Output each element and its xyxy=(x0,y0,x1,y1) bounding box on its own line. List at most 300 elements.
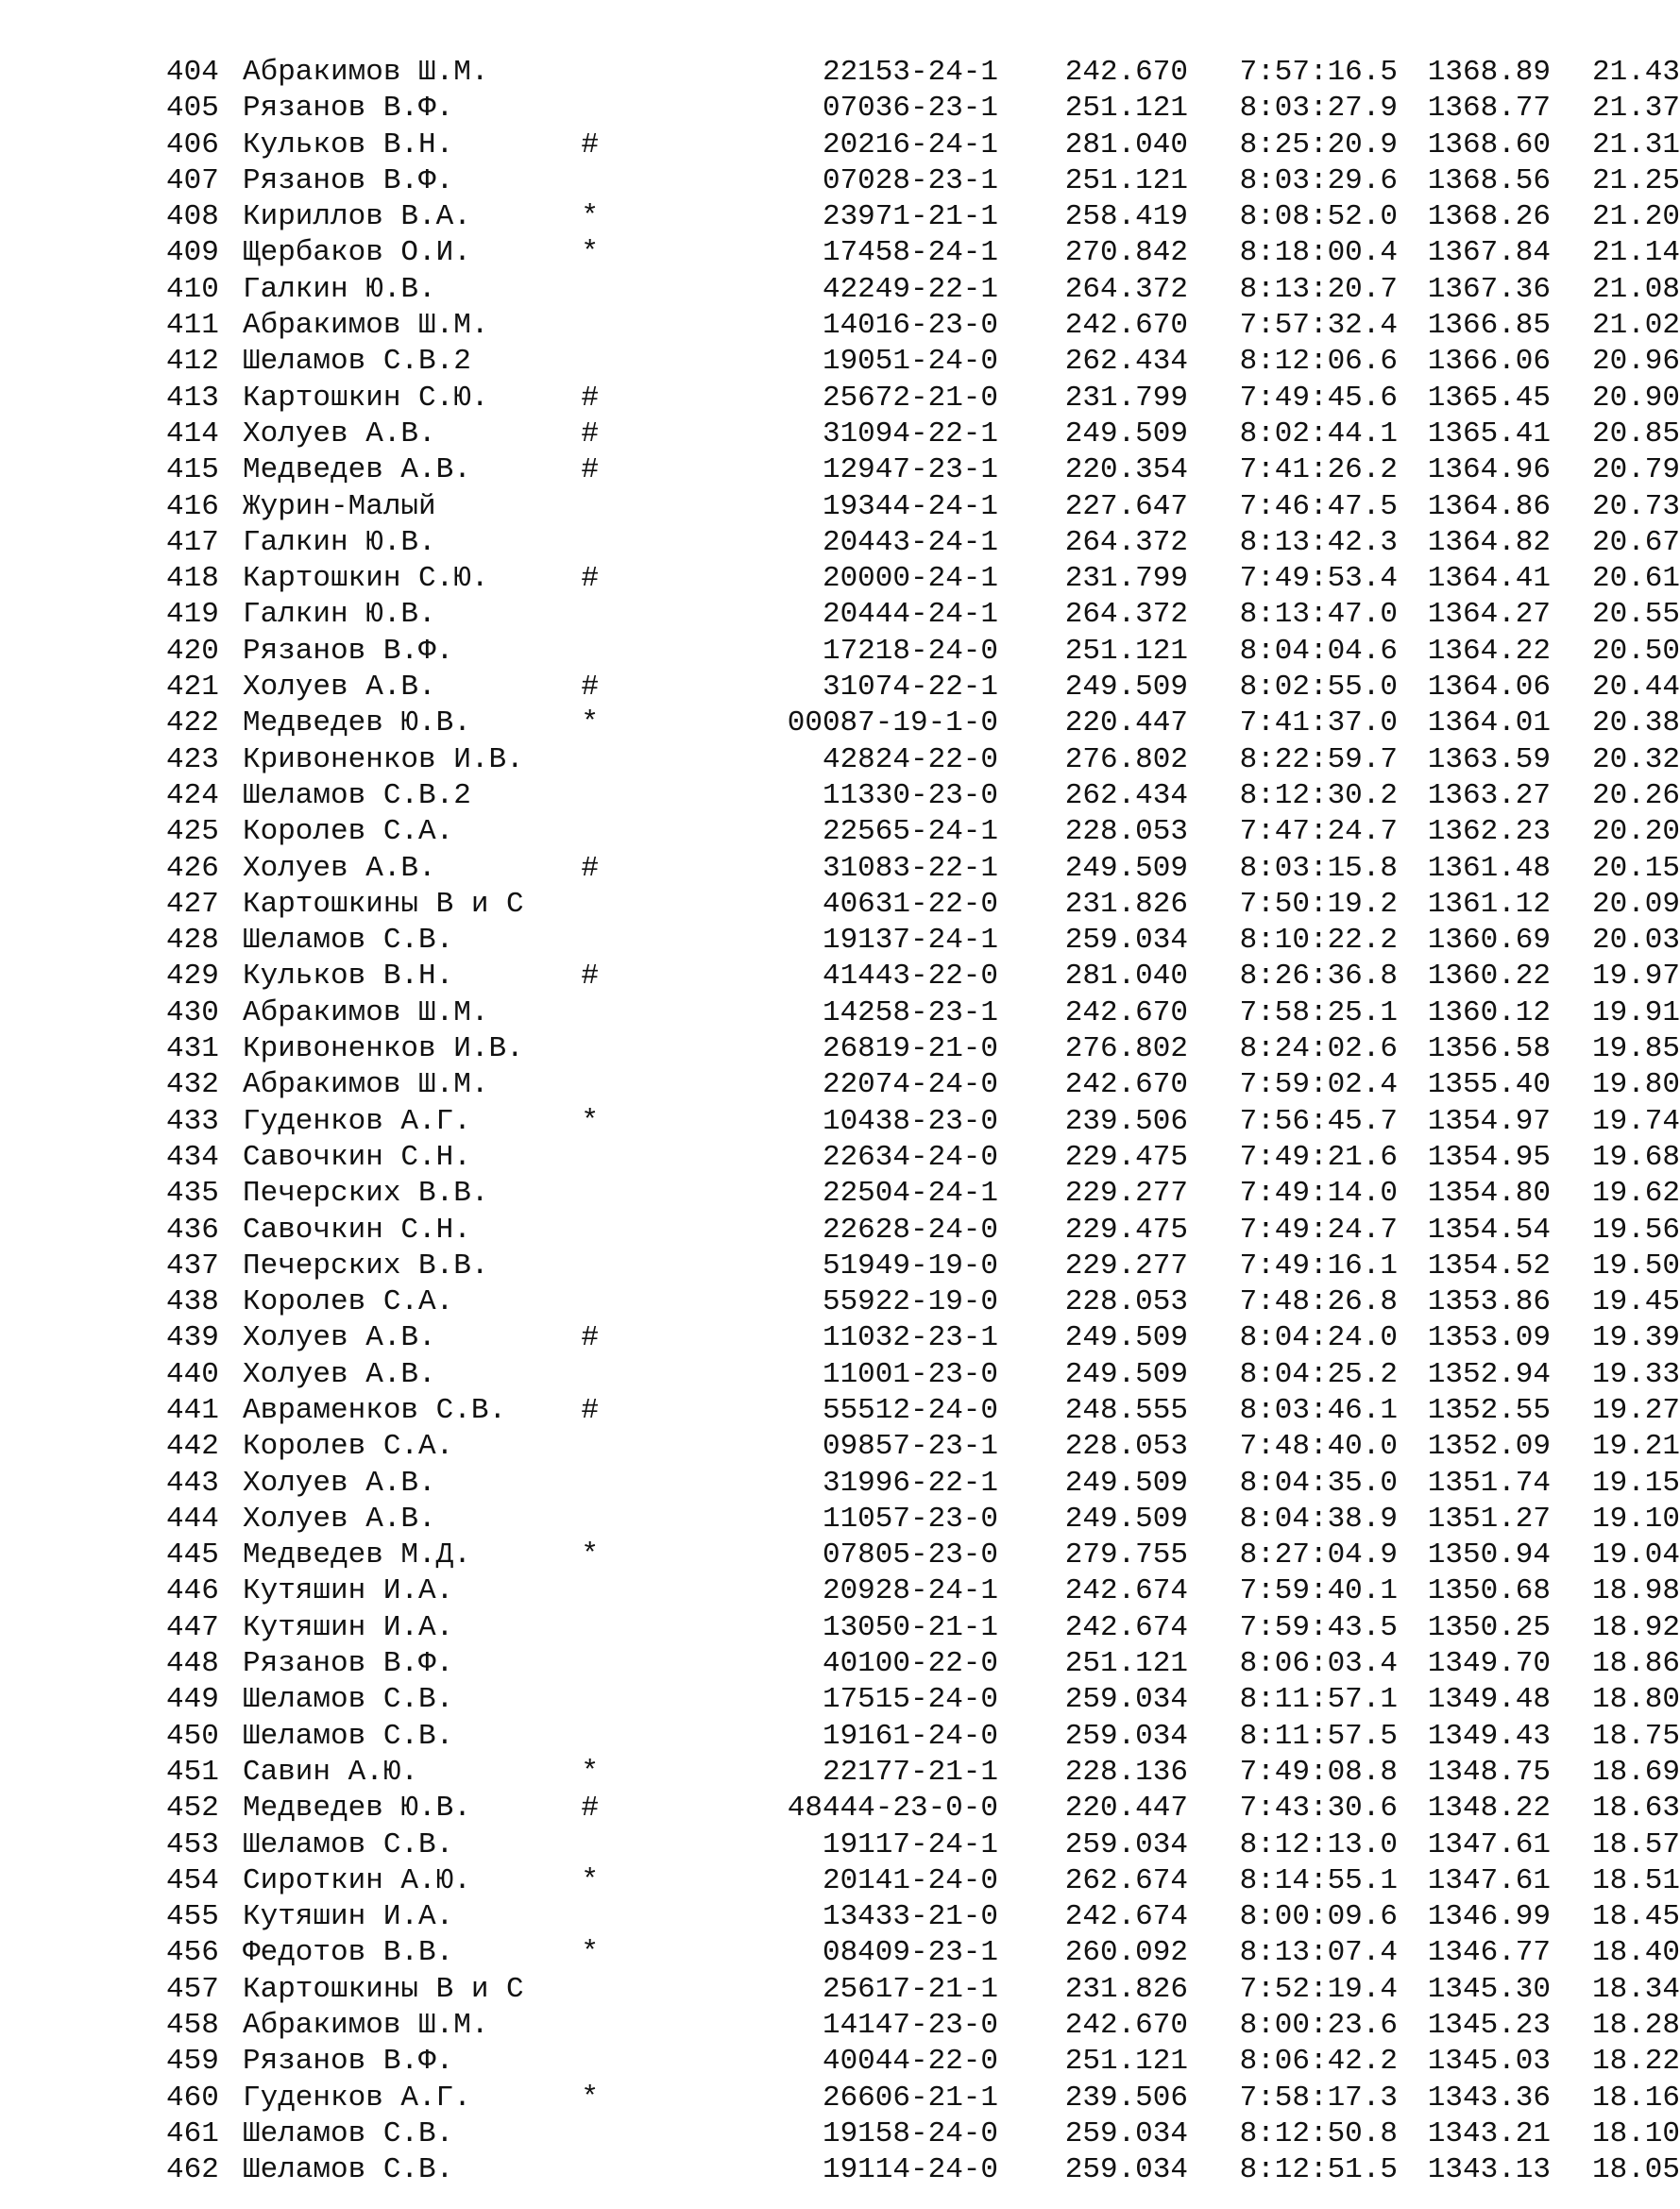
fancier-name-cell: Федотов В.В. xyxy=(243,1936,454,1970)
arrival-time-cell: 8:14:55.1 xyxy=(1239,1863,1398,1897)
speed-cell: 1352.55 xyxy=(1427,1393,1551,1427)
arrival-time-cell: 7:56:45.7 xyxy=(1239,1104,1398,1138)
mark-cell: * xyxy=(581,200,599,234)
distance-cell: 229.475 xyxy=(1064,1213,1188,1247)
coefficient-cell: 20.73 xyxy=(1591,489,1680,523)
fancier-name-cell: Холуев А.В. xyxy=(243,851,436,885)
arrival-time-cell: 8:04:04.6 xyxy=(1239,634,1398,668)
ring-number-cell: 22153-24-1 xyxy=(822,56,998,89)
fancier-name-cell: Медведев А.В. xyxy=(243,453,471,487)
coefficient-cell: 20.67 xyxy=(1591,525,1680,559)
coefficient-cell: 19.68 xyxy=(1591,1140,1680,1174)
distance-cell: 231.799 xyxy=(1064,562,1188,596)
ring-number-cell: 25672-21-0 xyxy=(822,381,998,415)
distance-cell: 262.674 xyxy=(1064,1863,1188,1897)
fancier-name-cell: Галкин Ю.В. xyxy=(243,525,436,559)
place-cell: 424 xyxy=(166,778,219,812)
coefficient-cell: 19.39 xyxy=(1591,1321,1680,1355)
distance-cell: 228.053 xyxy=(1064,1285,1188,1319)
ring-number-cell: 31083-22-1 xyxy=(822,851,998,885)
arrival-time-cell: 7:49:24.7 xyxy=(1239,1213,1398,1247)
speed-cell: 1354.54 xyxy=(1427,1213,1551,1247)
fancier-name-cell: Холуев А.В. xyxy=(243,1502,436,1536)
distance-cell: 227.647 xyxy=(1064,489,1188,523)
speed-cell: 1345.30 xyxy=(1427,1972,1551,2006)
ring-number-cell: 51949-19-0 xyxy=(822,1249,998,1283)
place-cell: 461 xyxy=(166,2116,219,2150)
arrival-time-cell: 8:12:50.8 xyxy=(1239,2116,1398,2150)
fancier-name-cell: Абракимов Ш.М. xyxy=(243,56,489,89)
speed-cell: 1352.09 xyxy=(1427,1430,1551,1464)
fancier-name-cell: Шеламов С.В. xyxy=(243,1827,454,1861)
arrival-time-cell: 8:13:07.4 xyxy=(1239,1936,1398,1970)
speed-cell: 1347.61 xyxy=(1427,1827,1551,1861)
coefficient-cell: 18.10 xyxy=(1591,2116,1680,2150)
arrival-time-cell: 7:46:47.5 xyxy=(1239,489,1398,523)
ring-number-cell: 19117-24-1 xyxy=(822,1827,998,1861)
coefficient-cell: 18.22 xyxy=(1591,2045,1680,2079)
place-cell: 459 xyxy=(166,2045,219,2079)
coefficient-cell: 19.85 xyxy=(1591,1032,1680,1066)
distance-cell: 231.826 xyxy=(1064,1972,1188,2006)
coefficient-cell: 20.09 xyxy=(1591,887,1680,921)
arrival-time-cell: 7:52:19.4 xyxy=(1239,1972,1398,2006)
coefficient-cell: 21.08 xyxy=(1591,272,1680,306)
distance-cell: 251.121 xyxy=(1064,1647,1188,1681)
ring-number-cell: 11330-23-0 xyxy=(822,778,998,812)
speed-cell: 1366.85 xyxy=(1427,309,1551,343)
arrival-time-cell: 7:49:53.4 xyxy=(1239,562,1398,596)
coefficient-cell: 19.27 xyxy=(1591,1393,1680,1427)
distance-cell: 251.121 xyxy=(1064,92,1188,126)
place-cell: 454 xyxy=(166,1863,219,1897)
fancier-name-cell: Шеламов С.В.2 xyxy=(243,778,471,812)
speed-cell: 1364.06 xyxy=(1427,671,1551,705)
distance-cell: 242.670 xyxy=(1064,56,1188,89)
speed-cell: 1355.40 xyxy=(1427,1068,1551,1102)
fancier-name-cell: Королев С.А. xyxy=(243,1285,454,1319)
speed-cell: 1368.77 xyxy=(1427,92,1551,126)
fancier-name-cell: Рязанов В.Ф. xyxy=(243,2045,454,2079)
coefficient-cell: 19.56 xyxy=(1591,1213,1680,1247)
place-cell: 415 xyxy=(166,453,219,487)
mark-cell: # xyxy=(581,1792,599,1826)
speed-cell: 1364.22 xyxy=(1427,634,1551,668)
ring-number-cell: 13433-21-0 xyxy=(822,1900,998,1934)
ring-number-cell: 20444-24-1 xyxy=(822,598,998,632)
place-cell: 429 xyxy=(166,960,219,994)
fancier-name-cell: Рязанов В.Ф. xyxy=(243,163,454,197)
place-cell: 427 xyxy=(166,887,219,921)
speed-cell: 1343.13 xyxy=(1427,2153,1551,2187)
fancier-name-cell: Медведев М.Д. xyxy=(243,1538,471,1572)
coefficient-cell: 20.20 xyxy=(1591,815,1680,849)
distance-cell: 260.092 xyxy=(1064,1936,1188,1970)
arrival-time-cell: 8:11:57.5 xyxy=(1239,1719,1398,1753)
fancier-name-cell: Авраменков С.В. xyxy=(243,1393,507,1427)
ring-number-cell: 14258-23-1 xyxy=(822,995,998,1029)
mark-cell: * xyxy=(581,236,599,270)
arrival-time-cell: 7:49:16.1 xyxy=(1239,1249,1398,1283)
ring-number-cell: 17515-24-0 xyxy=(822,1683,998,1717)
mark-cell: * xyxy=(581,1936,599,1970)
speed-cell: 1363.59 xyxy=(1427,742,1551,776)
distance-cell: 249.509 xyxy=(1064,851,1188,885)
arrival-time-cell: 8:03:27.9 xyxy=(1239,92,1398,126)
place-cell: 421 xyxy=(166,671,219,705)
fancier-name-cell: Гуденков А.Г. xyxy=(243,2081,471,2115)
speed-cell: 1364.41 xyxy=(1427,562,1551,596)
speed-cell: 1345.23 xyxy=(1427,2009,1551,2043)
coefficient-cell: 19.74 xyxy=(1591,1104,1680,1138)
ring-number-cell: 11001-23-0 xyxy=(822,1357,998,1391)
fancier-name-cell: Шеламов С.В. xyxy=(243,2116,454,2150)
distance-cell: 276.802 xyxy=(1064,742,1188,776)
mark-cell: * xyxy=(581,2081,599,2115)
speed-cell: 1343.36 xyxy=(1427,2081,1551,2115)
mark-cell: * xyxy=(581,1538,599,1572)
coefficient-cell: 18.16 xyxy=(1591,2081,1680,2115)
speed-cell: 1365.45 xyxy=(1427,381,1551,415)
distance-cell: 242.674 xyxy=(1064,1900,1188,1934)
coefficient-cell: 18.63 xyxy=(1591,1792,1680,1826)
coefficient-cell: 20.90 xyxy=(1591,381,1680,415)
ring-number-cell: 14016-23-0 xyxy=(822,309,998,343)
fancier-name-cell: Холуев А.В. xyxy=(243,671,436,705)
speed-cell: 1366.06 xyxy=(1427,345,1551,379)
arrival-time-cell: 8:12:51.5 xyxy=(1239,2153,1398,2187)
coefficient-cell: 18.57 xyxy=(1591,1827,1680,1861)
distance-cell: 281.040 xyxy=(1064,960,1188,994)
arrival-time-cell: 8:11:57.1 xyxy=(1239,1683,1398,1717)
place-cell: 436 xyxy=(166,1213,219,1247)
arrival-time-cell: 8:00:09.6 xyxy=(1239,1900,1398,1934)
mark-cell: # xyxy=(581,960,599,994)
coefficient-cell: 20.32 xyxy=(1591,742,1680,776)
ring-number-cell: 11057-23-0 xyxy=(822,1502,998,1536)
place-cell: 417 xyxy=(166,525,219,559)
distance-cell: 259.034 xyxy=(1064,2116,1188,2150)
speed-cell: 1353.09 xyxy=(1427,1321,1551,1355)
coefficient-cell: 20.85 xyxy=(1591,416,1680,450)
distance-cell: 220.447 xyxy=(1064,706,1188,740)
coefficient-cell: 18.98 xyxy=(1591,1574,1680,1608)
place-cell: 439 xyxy=(166,1321,219,1355)
mark-cell: # xyxy=(581,671,599,705)
coefficient-cell: 19.15 xyxy=(1591,1466,1680,1500)
mark-cell: * xyxy=(581,1755,599,1789)
speed-cell: 1356.58 xyxy=(1427,1032,1551,1066)
fancier-name-cell: Абракимов Ш.М. xyxy=(243,309,489,343)
arrival-time-cell: 8:18:00.4 xyxy=(1239,236,1398,270)
arrival-time-cell: 8:24:02.6 xyxy=(1239,1032,1398,1066)
fancier-name-cell: Сироткин А.Ю. xyxy=(243,1863,471,1897)
place-cell: 408 xyxy=(166,200,219,234)
ring-number-cell: 41443-22-0 xyxy=(822,960,998,994)
coefficient-cell: 19.45 xyxy=(1591,1285,1680,1319)
arrival-time-cell: 7:57:32.4 xyxy=(1239,309,1398,343)
place-cell: 426 xyxy=(166,851,219,885)
fancier-name-cell: Журин-Малый xyxy=(243,489,436,523)
place-cell: 449 xyxy=(166,1683,219,1717)
place-cell: 413 xyxy=(166,381,219,415)
ring-number-cell: 20000-24-1 xyxy=(822,562,998,596)
ring-number-cell: 00087-19-1-0 xyxy=(787,706,998,740)
coefficient-cell: 20.03 xyxy=(1591,924,1680,958)
fancier-name-cell: Картошкин С.Ю. xyxy=(243,381,489,415)
ring-number-cell: 13050-21-1 xyxy=(822,1610,998,1644)
ring-number-cell: 48444-23-0-0 xyxy=(787,1792,998,1826)
arrival-time-cell: 8:25:20.9 xyxy=(1239,127,1398,161)
arrival-time-cell: 8:04:24.0 xyxy=(1239,1321,1398,1355)
coefficient-cell: 20.44 xyxy=(1591,671,1680,705)
speed-cell: 1351.74 xyxy=(1427,1466,1551,1500)
coefficient-cell: 20.15 xyxy=(1591,851,1680,885)
distance-cell: 229.277 xyxy=(1064,1177,1188,1211)
place-cell: 458 xyxy=(166,2009,219,2043)
coefficient-cell: 20.61 xyxy=(1591,562,1680,596)
distance-cell: 231.799 xyxy=(1064,381,1188,415)
fancier-name-cell: Гуденков А.Г. xyxy=(243,1104,471,1138)
distance-cell: 259.034 xyxy=(1064,1719,1188,1753)
coefficient-cell: 20.50 xyxy=(1591,634,1680,668)
fancier-name-cell: Савин А.Ю. xyxy=(243,1755,419,1789)
speed-cell: 1350.68 xyxy=(1427,1574,1551,1608)
place-cell: 423 xyxy=(166,742,219,776)
arrival-time-cell: 7:41:26.2 xyxy=(1239,453,1398,487)
place-cell: 428 xyxy=(166,924,219,958)
ring-number-cell: 22074-24-0 xyxy=(822,1068,998,1102)
arrival-time-cell: 7:50:19.2 xyxy=(1239,887,1398,921)
distance-cell: 231.826 xyxy=(1064,887,1188,921)
ring-number-cell: 12947-23-1 xyxy=(822,453,998,487)
coefficient-cell: 21.31 xyxy=(1591,127,1680,161)
arrival-time-cell: 7:49:14.0 xyxy=(1239,1177,1398,1211)
ring-number-cell: 19051-24-0 xyxy=(822,345,998,379)
coefficient-cell: 19.50 xyxy=(1591,1249,1680,1283)
mark-cell: # xyxy=(581,453,599,487)
distance-cell: 264.372 xyxy=(1064,525,1188,559)
place-cell: 431 xyxy=(166,1032,219,1066)
arrival-time-cell: 8:02:44.1 xyxy=(1239,416,1398,450)
coefficient-cell: 18.40 xyxy=(1591,1936,1680,1970)
fancier-name-cell: Холуев А.В. xyxy=(243,416,436,450)
distance-cell: 249.509 xyxy=(1064,416,1188,450)
ring-number-cell: 09857-23-1 xyxy=(822,1430,998,1464)
place-cell: 441 xyxy=(166,1393,219,1427)
speed-cell: 1364.96 xyxy=(1427,453,1551,487)
coefficient-cell: 21.25 xyxy=(1591,163,1680,197)
ring-number-cell: 23971-21-1 xyxy=(822,200,998,234)
place-cell: 419 xyxy=(166,598,219,632)
coefficient-cell: 19.62 xyxy=(1591,1177,1680,1211)
place-cell: 445 xyxy=(166,1538,219,1572)
ring-number-cell: 22634-24-0 xyxy=(822,1140,998,1174)
fancier-name-cell: Картошкины В и С xyxy=(243,1972,524,2006)
distance-cell: 279.755 xyxy=(1064,1538,1188,1572)
distance-cell: 242.670 xyxy=(1064,309,1188,343)
distance-cell: 249.509 xyxy=(1064,1466,1188,1500)
speed-cell: 1364.86 xyxy=(1427,489,1551,523)
distance-cell: 251.121 xyxy=(1064,163,1188,197)
speed-cell: 1350.94 xyxy=(1427,1538,1551,1572)
arrival-time-cell: 8:12:06.6 xyxy=(1239,345,1398,379)
fancier-name-cell: Галкин Ю.В. xyxy=(243,598,436,632)
arrival-time-cell: 7:58:17.3 xyxy=(1239,2081,1398,2115)
ring-number-cell: 22565-24-1 xyxy=(822,815,998,849)
fancier-name-cell: Шеламов С.В. xyxy=(243,1719,454,1753)
coefficient-cell: 21.02 xyxy=(1591,309,1680,343)
ring-number-cell: 22628-24-0 xyxy=(822,1213,998,1247)
coefficient-cell: 20.79 xyxy=(1591,453,1680,487)
coefficient-cell: 19.04 xyxy=(1591,1538,1680,1572)
ring-number-cell: 20443-24-1 xyxy=(822,525,998,559)
ring-number-cell: 08409-23-1 xyxy=(822,1936,998,1970)
ring-number-cell: 17458-24-1 xyxy=(822,236,998,270)
place-cell: 444 xyxy=(166,1502,219,1536)
distance-cell: 258.419 xyxy=(1064,200,1188,234)
ring-number-cell: 40631-22-0 xyxy=(822,887,998,921)
place-cell: 448 xyxy=(166,1647,219,1681)
distance-cell: 259.034 xyxy=(1064,1827,1188,1861)
coefficient-cell: 18.05 xyxy=(1591,2153,1680,2187)
coefficient-cell: 21.20 xyxy=(1591,200,1680,234)
place-cell: 451 xyxy=(166,1755,219,1789)
distance-cell: 262.434 xyxy=(1064,778,1188,812)
fancier-name-cell: Картошкин С.Ю. xyxy=(243,562,489,596)
place-cell: 406 xyxy=(166,127,219,161)
speed-cell: 1367.84 xyxy=(1427,236,1551,270)
distance-cell: 229.475 xyxy=(1064,1140,1188,1174)
ring-number-cell: 14147-23-0 xyxy=(822,2009,998,2043)
ring-number-cell: 31996-22-1 xyxy=(822,1466,998,1500)
distance-cell: 251.121 xyxy=(1064,634,1188,668)
speed-cell: 1361.12 xyxy=(1427,887,1551,921)
fancier-name-cell: Кривоненков И.В. xyxy=(243,742,524,776)
ring-number-cell: 07028-23-1 xyxy=(822,163,998,197)
place-cell: 432 xyxy=(166,1068,219,1102)
coefficient-cell: 19.91 xyxy=(1591,995,1680,1029)
speed-cell: 1349.70 xyxy=(1427,1647,1551,1681)
arrival-time-cell: 8:04:35.0 xyxy=(1239,1466,1398,1500)
speed-cell: 1354.97 xyxy=(1427,1104,1551,1138)
coefficient-cell: 18.28 xyxy=(1591,2009,1680,2043)
coefficient-cell: 19.21 xyxy=(1591,1430,1680,1464)
mark-cell: * xyxy=(581,1863,599,1897)
place-cell: 418 xyxy=(166,562,219,596)
speed-cell: 1348.75 xyxy=(1427,1755,1551,1789)
arrival-time-cell: 8:26:36.8 xyxy=(1239,960,1398,994)
place-cell: 412 xyxy=(166,345,219,379)
ring-number-cell: 25617-21-1 xyxy=(822,1972,998,2006)
distance-cell: 242.670 xyxy=(1064,1068,1188,1102)
mark-cell: # xyxy=(581,1321,599,1355)
speed-cell: 1360.69 xyxy=(1427,924,1551,958)
ring-number-cell: 40044-22-0 xyxy=(822,2045,998,2079)
place-cell: 414 xyxy=(166,416,219,450)
place-cell: 453 xyxy=(166,1827,219,1861)
ring-number-cell: 26606-21-1 xyxy=(822,2081,998,2115)
ring-number-cell: 19158-24-0 xyxy=(822,2116,998,2150)
place-cell: 455 xyxy=(166,1900,219,1934)
fancier-name-cell: Рязанов В.Ф. xyxy=(243,92,454,126)
distance-cell: 264.372 xyxy=(1064,272,1188,306)
arrival-time-cell: 8:04:25.2 xyxy=(1239,1357,1398,1391)
fancier-name-cell: Савочкин С.Н. xyxy=(243,1213,471,1247)
speed-cell: 1348.22 xyxy=(1427,1792,1551,1826)
arrival-time-cell: 8:06:42.2 xyxy=(1239,2045,1398,2079)
distance-cell: 239.506 xyxy=(1064,2081,1188,2115)
speed-cell: 1360.12 xyxy=(1427,995,1551,1029)
mark-cell: # xyxy=(581,1393,599,1427)
ring-number-cell: 22504-24-1 xyxy=(822,1177,998,1211)
place-cell: 443 xyxy=(166,1466,219,1500)
coefficient-cell: 21.14 xyxy=(1591,236,1680,270)
fancier-name-cell: Шеламов С.В. xyxy=(243,1683,454,1717)
ring-number-cell: 55922-19-0 xyxy=(822,1285,998,1319)
arrival-time-cell: 8:13:20.7 xyxy=(1239,272,1398,306)
distance-cell: 281.040 xyxy=(1064,127,1188,161)
place-cell: 420 xyxy=(166,634,219,668)
arrival-time-cell: 8:13:47.0 xyxy=(1239,598,1398,632)
distance-cell: 264.372 xyxy=(1064,598,1188,632)
distance-cell: 262.434 xyxy=(1064,345,1188,379)
arrival-time-cell: 8:02:55.0 xyxy=(1239,671,1398,705)
arrival-time-cell: 8:03:46.1 xyxy=(1239,1393,1398,1427)
place-cell: 457 xyxy=(166,1972,219,2006)
arrival-time-cell: 8:10:22.2 xyxy=(1239,924,1398,958)
speed-cell: 1364.27 xyxy=(1427,598,1551,632)
speed-cell: 1352.94 xyxy=(1427,1357,1551,1391)
mark-cell: # xyxy=(581,127,599,161)
coefficient-cell: 18.34 xyxy=(1591,1972,1680,2006)
distance-cell: 242.674 xyxy=(1064,1610,1188,1644)
arrival-time-cell: 7:47:24.7 xyxy=(1239,815,1398,849)
arrival-time-cell: 7:59:43.5 xyxy=(1239,1610,1398,1644)
fancier-name-cell: Картошкины В и С xyxy=(243,887,524,921)
ring-number-cell: 17218-24-0 xyxy=(822,634,998,668)
speed-cell: 1362.23 xyxy=(1427,815,1551,849)
ring-number-cell: 42249-22-1 xyxy=(822,272,998,306)
fancier-name-cell: Галкин Ю.В. xyxy=(243,272,436,306)
fancier-name-cell: Кривоненков И.В. xyxy=(243,1032,524,1066)
coefficient-cell: 20.26 xyxy=(1591,778,1680,812)
arrival-time-cell: 8:04:38.9 xyxy=(1239,1502,1398,1536)
arrival-time-cell: 7:48:40.0 xyxy=(1239,1430,1398,1464)
arrival-time-cell: 7:57:16.5 xyxy=(1239,56,1398,89)
coefficient-cell: 18.86 xyxy=(1591,1647,1680,1681)
ring-number-cell: 40100-22-0 xyxy=(822,1647,998,1681)
speed-cell: 1354.52 xyxy=(1427,1249,1551,1283)
distance-cell: 259.034 xyxy=(1064,924,1188,958)
distance-cell: 270.842 xyxy=(1064,236,1188,270)
ring-number-cell: 19114-24-0 xyxy=(822,2153,998,2187)
fancier-name-cell: Абракимов Ш.М. xyxy=(243,995,489,1029)
arrival-time-cell: 7:41:37.0 xyxy=(1239,706,1398,740)
place-cell: 450 xyxy=(166,1719,219,1753)
fancier-name-cell: Щербаков О.И. xyxy=(243,236,471,270)
speed-cell: 1368.89 xyxy=(1427,56,1551,89)
fancier-name-cell: Кутяшин И.А. xyxy=(243,1900,454,1934)
speed-cell: 1345.03 xyxy=(1427,2045,1551,2079)
distance-cell: 249.509 xyxy=(1064,1321,1188,1355)
ring-number-cell: 07805-23-0 xyxy=(822,1538,998,1572)
arrival-time-cell: 8:03:15.8 xyxy=(1239,851,1398,885)
place-cell: 434 xyxy=(166,1140,219,1174)
speed-cell: 1365.41 xyxy=(1427,416,1551,450)
speed-cell: 1343.21 xyxy=(1427,2116,1551,2150)
place-cell: 437 xyxy=(166,1249,219,1283)
